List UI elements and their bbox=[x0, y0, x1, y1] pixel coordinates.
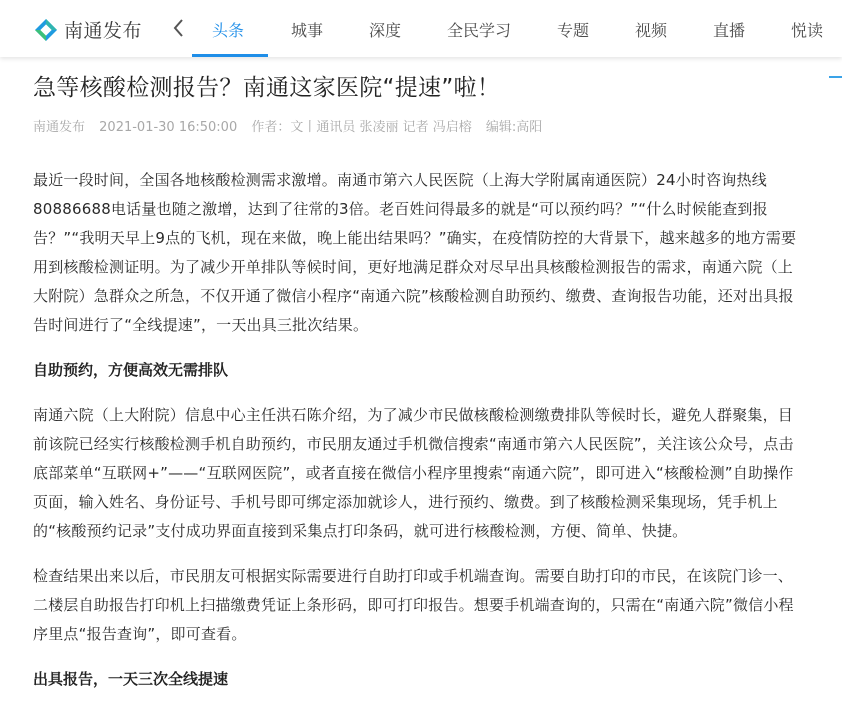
tab-zhuanti[interactable]: 专题 bbox=[557, 21, 590, 40]
tab-chengshi[interactable]: 城事 bbox=[291, 21, 324, 40]
tab-toutiao[interactable]: 头条 bbox=[212, 21, 245, 40]
article-paragraph: 检查结果出来以后，市民朋友可根据实际需要进行自助打印或手机端查询。需要自助打印的市民，在该院门诊一、二楼层自助报告打印机上扫描缴费凭证上条形码，即可打印报告。想要手机端查询的，只需在“南通六院”微信小程序里点“报告查询”，即可查看。 bbox=[33, 567, 794, 643]
tab-yuedu[interactable]: 悦读 bbox=[791, 21, 824, 40]
logo-text: 南通发布 bbox=[64, 20, 143, 42]
article-datetime: 2021-01-30 16:50:00 bbox=[99, 120, 238, 135]
logo-icon bbox=[34, 18, 58, 42]
tab-quanmin-xuexi[interactable]: 全民学习 bbox=[447, 21, 512, 40]
article-source: 南通发布 bbox=[33, 120, 86, 135]
site-logo[interactable] bbox=[34, 16, 142, 43]
section-heading: 自助预约，方便高效无需排队 bbox=[33, 361, 229, 379]
section-heading: 出具报告，一天三次全线提速 bbox=[33, 670, 229, 688]
article-editor: 编辑:高阳 bbox=[485, 120, 543, 135]
article-meta bbox=[33, 118, 805, 138]
tab-zhibo[interactable]: 直播 bbox=[713, 21, 746, 40]
article bbox=[33, 70, 805, 710]
chevron-left-icon[interactable] bbox=[170, 17, 188, 39]
article-paragraph: 南通六院（上大附院）信息中心主任洪石陈介绍，为了减少市民做核酸检测缴费排队等候时长，避免人群聚集，目前该院已经实行核酸检测手机自助预约，市民朋友通过手机微信搜索“南通市第六人民医院”，关注该公众号，点击底部菜单“互联网+”——“互联网医院”，或者直接在微信小程序里搜索“南通六院”，即可进入“核酸检测”自助操作页面，输入姓名、身份证号、手机号即可绑定添加就诊人，进行预约、缴费。到了核酸检测采集现场，凭手机上的“核酸预约记录”支付成功界面直接到采集点打印条码，就可进行核酸检测，方便、简单、快捷。 bbox=[33, 406, 794, 540]
article-title: 急等核酸检测报告？南通这家医院“提速”啦！ bbox=[33, 75, 501, 101]
top-nav-bar bbox=[0, 0, 842, 57]
tab-shendu[interactable]: 深度 bbox=[369, 21, 402, 40]
active-tab-indicator bbox=[192, 54, 268, 57]
tab-shipin[interactable]: 视频 bbox=[635, 21, 668, 40]
article-body bbox=[33, 166, 805, 694]
article-author: 作者：文丨通讯员 张凌丽 记者 冯启榕 bbox=[251, 120, 472, 135]
side-accent-line bbox=[829, 76, 842, 78]
article-paragraph: 最近一段时间，全国各地核酸检测需求激增。南通市第六人民医院（上海大学附属南通医院）24小时咨询热线80886688电话量也随之激增，达到了往常的3倍。老百姓问得最多的就是“可以预约吗？”“什么时候能查到报告？”“我明天早上9点的飞机，现在来做，晚上能出结果吗？”确实，在疫情防控的大背景下，越来越多的地方需要用到核酸检测证明。为了减少开单排队等候时间，更好地满足群众对尽早出具核酸检测报告的需求，南通六院（上大附院）急群众之所急，不仅开通了微信小程序“南通六院”核酸检测自助预约、缴费、查询报告功能，还对出具报告时间进行了“全线提速”，一天出具三批次结果。 bbox=[33, 171, 797, 334]
